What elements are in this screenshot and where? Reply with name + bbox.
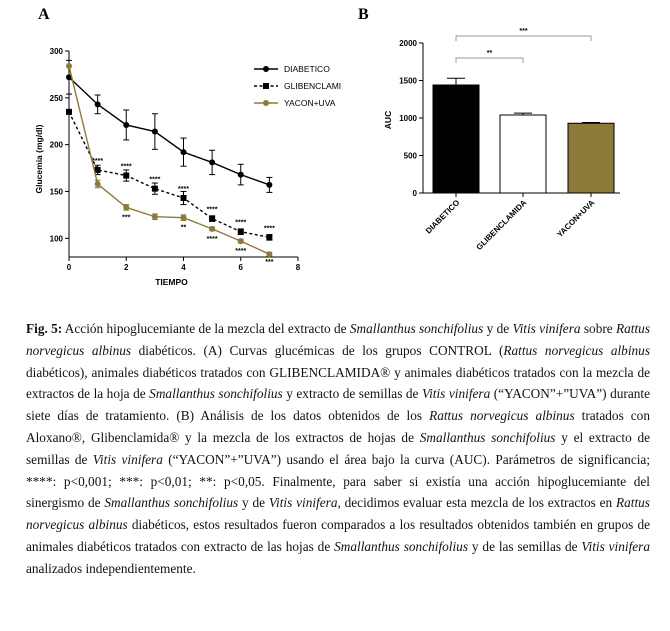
bar xyxy=(433,85,479,193)
caption-text: y de xyxy=(483,321,513,336)
significance-label: ** xyxy=(486,50,493,57)
legend-label: DIABETICO xyxy=(284,64,330,74)
data-point xyxy=(238,238,244,244)
legend-marker xyxy=(263,100,269,106)
x-tick-label: 8 xyxy=(295,263,301,272)
x-tick-label: DIABETICO xyxy=(423,198,462,236)
caption-text: tratados con Aloxano®, Glibenclamida® y la mezcla de los extractos de hojas de xyxy=(26,408,650,445)
data-point xyxy=(123,204,129,210)
data-point xyxy=(266,234,272,240)
significance-label: *** xyxy=(122,214,131,222)
bar xyxy=(500,115,546,193)
data-point xyxy=(66,109,72,115)
caption-text: sobre xyxy=(580,321,617,336)
caption-species: Rattus norvegicus albinus xyxy=(26,321,650,358)
panel-a-letter: A xyxy=(38,6,50,23)
caption-text: y extracto de semillas de xyxy=(282,386,422,402)
data-point xyxy=(181,195,187,201)
caption-species: Smallanthus sonchifolius xyxy=(149,386,283,402)
legend-label: YACON+UVA xyxy=(284,98,336,108)
caption-species: Smallanthus sonchifolius xyxy=(349,321,484,336)
y-tick-label: 250 xyxy=(49,93,63,103)
caption-text: (“YACON”+”UVA”) durante siete días de tratamiento. (B) Análisis de los datos obtenidos de los xyxy=(26,386,650,424)
data-point xyxy=(123,173,129,179)
legend-marker xyxy=(263,66,269,72)
legend-label: GLIBENCLAMI xyxy=(284,81,342,91)
significance-label: **** xyxy=(235,248,247,256)
line-chart-glucemia xyxy=(34,47,341,287)
data-point xyxy=(123,122,129,128)
caption-species: Smallanthus sonchifolius xyxy=(104,495,239,511)
significance-label: *** xyxy=(265,259,274,267)
data-point xyxy=(95,167,101,173)
caption-species: Smallanthus sonchifolius xyxy=(419,429,556,445)
data-point xyxy=(181,149,187,155)
caption-text: analizados independientemente. xyxy=(26,560,196,576)
data-point xyxy=(209,216,215,222)
y-tick-label: 100 xyxy=(49,234,63,244)
y-tick-label: 200 xyxy=(49,140,63,150)
data-point xyxy=(152,214,158,220)
data-point xyxy=(238,172,244,178)
data-point xyxy=(209,159,215,165)
caption-text: diabéticos. (A) Curvas glucémicas de los grupos CONTROL ( xyxy=(131,342,504,358)
caption-species: Vitis vinifera xyxy=(512,321,581,336)
caption-species: Rattus norvegicus albinus xyxy=(26,495,650,533)
caption-species: Smallanthus sonchifolius xyxy=(334,538,469,554)
x-tick-label: 6 xyxy=(238,263,243,272)
x-tick-label: 2 xyxy=(124,263,129,272)
y-tick-label: 0 xyxy=(412,189,417,198)
y-tick-label: 500 xyxy=(403,151,417,161)
caption-species: Vitis vinifera xyxy=(92,451,163,467)
y-tick-label: 1500 xyxy=(399,76,417,86)
y-axis-label: Glucemia (mg/dl) xyxy=(34,124,44,194)
y-tick-label: 150 xyxy=(49,187,63,197)
y-tick-label: 2000 xyxy=(399,39,417,48)
bar xyxy=(568,123,614,193)
bar-chart-auc xyxy=(383,28,620,252)
significance-label: **** xyxy=(206,235,218,243)
data-point xyxy=(152,186,158,192)
y-axis-label: AUC xyxy=(383,110,393,130)
significance-label: **** xyxy=(235,219,247,227)
caption-species: Vitis vinifera, xyxy=(268,495,341,511)
caption-text: (“YACON”+”UVA”) usando el área bajo la curva (AUC). Parámetros de significancia; ****: p<0,001; ***: p<0,01; **: p<0,05. Finalmente, para saber si existía una acción hipoglucemiante del sinergismo de xyxy=(26,451,651,511)
significance-label: **** xyxy=(178,186,189,194)
x-tick-label: GLIBENCLAMIDA xyxy=(474,198,529,252)
significance-bracket xyxy=(456,36,591,41)
caption-figure-label: Fig. 5: xyxy=(26,321,63,336)
data-point xyxy=(95,101,101,107)
significance-label: **** xyxy=(263,225,275,233)
caption-text: diabéticos, estos resultados fueron comparados a los resultados obtenidos también en grupos de animales diabéticos tratados con extracto de las hojas de xyxy=(26,517,651,554)
caption-species: Rattus norvegicus albinus xyxy=(503,342,650,358)
y-tick-label: 300 xyxy=(49,47,63,56)
x-tick-label: YACON+UVA xyxy=(555,198,597,240)
significance-label: ** xyxy=(180,224,187,232)
caption-text: y el extracto de semillas de xyxy=(26,429,650,467)
significance-label: *** xyxy=(519,28,528,35)
caption-text: y de xyxy=(238,495,269,511)
data-point xyxy=(209,226,215,232)
data-point xyxy=(238,229,244,235)
caption-species: Rattus norvegicus albinus xyxy=(429,408,575,424)
panel-b-letter: B xyxy=(358,6,369,23)
caption-text: diabéticos), animales diabéticos tratados con GLIBENCLAMIDA® y animales diabéticos tratados con la mezcla de extractos de la hoja de xyxy=(26,364,650,402)
caption-text: y de las semillas de xyxy=(468,538,582,554)
significance-bracket xyxy=(456,58,523,63)
figure-caption xyxy=(26,318,650,580)
data-point xyxy=(66,63,72,69)
data-point xyxy=(181,215,187,221)
figure xyxy=(0,0,670,300)
significance-label: **** xyxy=(92,157,104,165)
data-point xyxy=(152,129,158,135)
x-tick-label: 0 xyxy=(66,263,72,272)
significance-label: **** xyxy=(120,163,132,171)
x-tick-label: 4 xyxy=(181,263,186,272)
significance-label: **** xyxy=(149,176,161,184)
y-tick-label: 1000 xyxy=(399,114,417,123)
legend-marker xyxy=(263,83,269,89)
caption-species: Vitis vinifera xyxy=(581,538,651,554)
data-point xyxy=(95,181,101,187)
x-axis-label: TIEMPO xyxy=(155,277,188,287)
caption-text: decidimos evaluar esta mezcla de los extractos en xyxy=(340,495,616,511)
caption-species: Vitis vinifera xyxy=(421,386,491,402)
data-point xyxy=(266,251,272,257)
data-point xyxy=(266,182,272,188)
significance-label: **** xyxy=(206,206,218,214)
caption-text: Acción hipoglucemiante de la mezcla del extracto de xyxy=(62,321,350,336)
